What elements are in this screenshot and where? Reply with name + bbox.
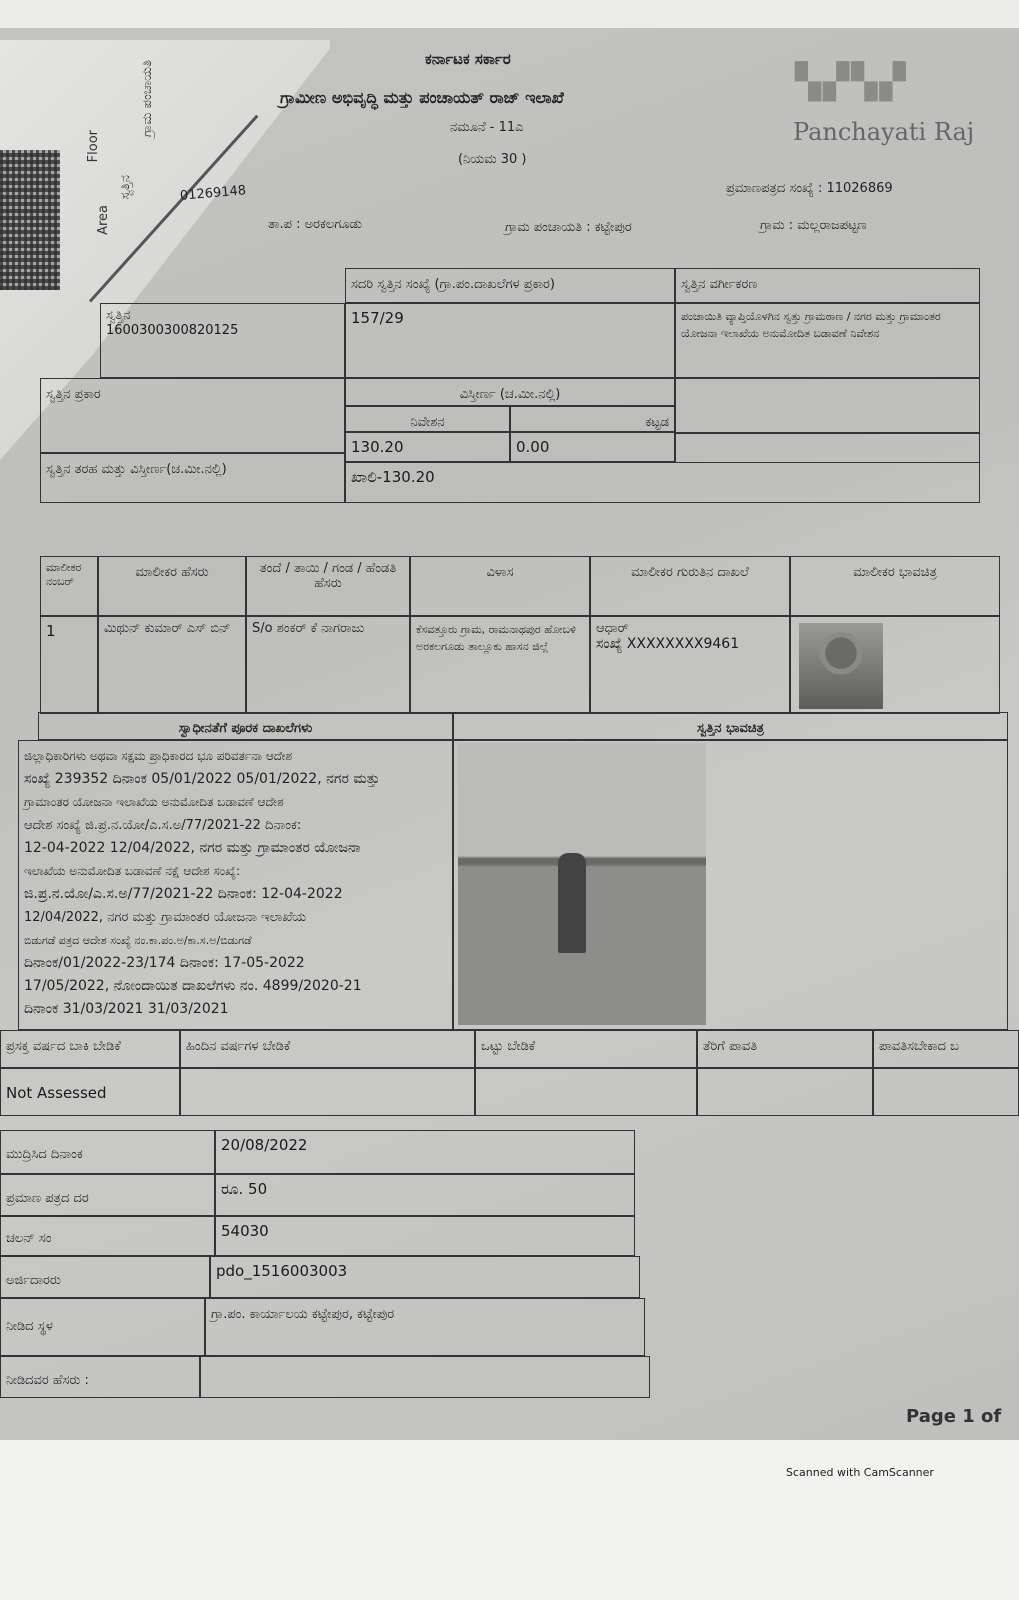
applicant-cell [210, 1256, 640, 1298]
challan-number: 54030 [221, 1222, 269, 1240]
owner-address: ಕೆಸವತ್ತೂರು ಗ್ರಾಮ, ರಾಮನಾಥಪುರ ಹೋಬಳಿ ಅರಕಲಗೂಡು ತಾಲ್ಲೂಕು ಹಾಸನ ಜಿಲ್ಲೆ [416, 623, 576, 653]
camscanner-watermark: Scanned with CamScanner [786, 1466, 934, 1479]
tax-header-previous: ಹಿಂದಿನ ವರ್ಷಗಳ ಬೇಡಿಕೆ [180, 1030, 475, 1068]
logo-text: Panchayati Raj [793, 118, 975, 146]
doc-line: ಆದೇಶ ಸಂಖ್ಯೆ ಜಿ.ಪ್ರ.ನ.ಯೋ/ಎ.ಸ.ಅ/77/2021-22 ದಿನಾಂಕ: [24, 818, 302, 833]
fee-label: ಪ್ರಮಾಣ ಪತ್ರದ ದರ [0, 1174, 215, 1216]
owner-number-cell: 1 [40, 616, 98, 714]
owner-header-photo: ಮಾಲೀಕರ ಭಾವಚಿತ್ರ [790, 556, 1000, 616]
taluk: ತಾ.ಪ : ಅರಕಲಗೂಡು [268, 217, 363, 232]
gram-panchayat: ಗ್ರಾಮ ಪಂಚಾಯತಿ : ಕಟ್ಟೇಪುರ [505, 220, 632, 235]
issue-details-table [0, 1130, 650, 1398]
number-header: ಸದರಿ ಸ್ವತ್ತಿನ ಸಂಖ್ಯೆ (ಗ್ರಾ.ಪಂ.ದಾಖಲೆಗಳ ಪ್ರಕಾರ) [345, 268, 675, 303]
tax-status-cell [0, 1068, 180, 1116]
property-id-cell: ಸ್ವತ್ತಿನ 1600300300820125 [100, 303, 345, 378]
doc-line: ಇಲಾಖೆಯ ಅನುಮೋದಿತ ಬಡಾವಣೆ ನಕ್ಷೆ ಆದೇಶ ಸಂಖ್ಯೆ: [24, 864, 241, 878]
owner-relation-cell [246, 616, 410, 714]
owner-address-cell [410, 616, 590, 714]
land-photo [458, 743, 706, 1025]
tax-header-paid: ತೆರಿಗೆ ಪಾವತಿ [697, 1030, 873, 1068]
applicant-label: ಅರ್ಜಿದಾರರು [0, 1256, 210, 1298]
type-cell: ಸ್ವತ್ತಿನ ಪ್ರಕಾರ [40, 378, 345, 453]
rule-number: (ನಿಯಮ 30 ) [458, 152, 527, 167]
number-cell [345, 303, 675, 378]
page-indicator: Page 1 of [906, 1406, 1002, 1427]
area-header: ವಿಸ್ತೀರ್ಣ (ಚ.ಮೀ.ನಲ್ಲಿ) [345, 378, 675, 406]
tax-header-due: ಪಾವತಿಸಬೇಕಾದ ಬ [873, 1030, 1019, 1068]
class-cell [675, 303, 980, 378]
print-date: 20/08/2022 [221, 1136, 308, 1154]
tax-total-value [475, 1068, 697, 1116]
owner-name: ಮಿಥುನ್ ಕುಮಾರ್ ಎಸ್ ಬಿನ್ [104, 621, 231, 636]
fold-text-1: ಗ್ರಾಮ ಪಂಚಾಯತಿ [140, 60, 155, 138]
building-area: 0.00 [516, 438, 550, 456]
village: ಗ್ರಾಮ : ಮಲ್ಲರಾಜಪಟ್ಟಣ [760, 218, 867, 233]
tax-header-total: ಒಟ್ಟು ಬೇಡಿಕೆ [475, 1030, 697, 1068]
site-area: 130.20 [351, 438, 404, 456]
site-label: ನಿವೇಶನ [345, 406, 510, 432]
print-date-cell [215, 1130, 635, 1174]
applicant: pdo_1516003003 [216, 1262, 348, 1280]
blank-cell-2 [675, 433, 980, 463]
tax-paid-value [697, 1068, 873, 1116]
documents-header: ಸ್ವಾಧೀನತೆಗೆ ಪೂರಕ ದಾಖಲೆಗಳು [38, 712, 453, 740]
owner-header-relation: ತಂದೆ / ತಾಯಿ / ಗಂಡ / ಹೆಂಡತಿ ಹೆಸರು [246, 556, 410, 616]
doc-line: 17/05/2022, ನೋಂದಾಯಿತ ದಾಖಲೆಗಳು ನಂ. 4899/2020-21 [24, 978, 362, 994]
doc-line: ಜಿಲ್ಲಾಧಿಕಾರಿಗಳು ಅಥವಾ ಸಕ್ಷಮ ಪ್ರಾಧಿಕಾರದ ಭೂ ಪರಿವರ್ತನಾ ಆದೇಶ [24, 749, 293, 763]
total-label-cell: ಸ್ವತ್ತಿನ ತರಹ ಮತ್ತು ವಿಸ್ತೀರ್ಣ(ಚ.ಮೀ.ನಲ್ಲಿ) [40, 453, 345, 503]
building-area-cell [510, 432, 675, 462]
challan-cell [215, 1216, 635, 1256]
class-header: ಸ್ವತ್ತಿನ ವರ್ಗೀಕರಣ [675, 268, 980, 303]
owner-photo [799, 623, 883, 709]
owner-header-number: ಮಾಲೀಕರ ನಂಬರ್ [40, 556, 98, 616]
fee: ರೂ. 50 [221, 1180, 268, 1198]
issue-place: ಗ್ರಾ.ಪಂ. ಕಾರ್ಯಾಲಯ ಕಟ್ಟೇಪುರ, ಕಟ್ಟೇಪುರ [211, 1307, 395, 1322]
side-number: 01269148 [179, 183, 247, 204]
tax-due-value [873, 1068, 1019, 1116]
place-label: ನೀಡಿದ ಸ್ಥಳ [0, 1298, 205, 1356]
owner-photo-cell [790, 616, 1000, 714]
issuer-cell [200, 1356, 650, 1398]
doc-line: ದಿನಾಂಕ 31/03/2021 31/03/2021 [24, 1001, 229, 1017]
doc-line: ಬಿಡುಗಡೆ ಪತ್ರದ ಆದೇಶ ಸಂಖ್ಯೆ ನಂ.ಕಾ.ಪಂ.ಅ/ಕಾ.ಸ.ಅ/ಬಿಡುಗಡೆ [24, 934, 252, 947]
documents-section [18, 712, 1008, 1030]
building-label: ಕಟ್ಟಡ [510, 406, 675, 432]
tax-status: Not Assessed [6, 1084, 107, 1102]
background-bottom [0, 1440, 1019, 1600]
photo-header: ಸ್ವತ್ತಿನ ಭಾವಚಿತ್ರ [453, 712, 1008, 740]
doc-line: ಜಿ.ಪ್ರ.ನ.ಯೋ/ಎ.ಸ.ಅ/77/2021-22 ದಿನಾಂಕ: 12-04-2022 [24, 886, 343, 902]
owners-table [40, 556, 1000, 714]
total-value-cell [345, 462, 980, 503]
print-date-label: ಮುದ್ರಿಸಿದ ದಿನಾಂಕ [0, 1130, 215, 1174]
issuer-label: ನೀಡಿದವರ ಹೆಸರು : [0, 1356, 200, 1398]
doc-line: 12/04/2022, ನಗರ ಮತ್ತು ಗ್ರಾಮಾಂತರ ಯೋಜನಾ ಇಲಾಖೆಯ [24, 910, 307, 925]
blank-cell-1 [675, 378, 980, 433]
person-figure [558, 853, 586, 953]
doc-line: ಗ್ರಾಮಾಂತರ ಯೋಜನಾ ಇಲಾಖೆಯ ಅನುಮೋದಿತ ಬಡಾವಣೆ ಆದೇಶ [24, 795, 284, 809]
place-cell [205, 1298, 645, 1356]
property-class: ಪಂಚಾಯಿತಿ ವ್ಯಾಪ್ತಿಯೊಳಗಿನ ಸ್ವತ್ತು ಗ್ರಾಮಠಾಣ / ನಗರ ಮತ್ತು ಗ್ರಾಮಾಂತರ ಯೋಜನಾ ಇಲಾಖೆಯ ಅನುಮೋದಿತ ಬಡಾವಣೆ ನಿವೇಶನ [681, 310, 941, 340]
owner-id-cell: ಆಧಾರ್ ಸಂಖ್ಯೆ XXXXXXXX9461 [590, 616, 790, 714]
owner-header-id: ಮಾಲೀಕರ ಗುರುತಿನ ದಾಖಲೆ [590, 556, 790, 616]
tax-header-current: ಪ್ರಸಕ್ತ ವರ್ಷದ ಬಾಕಿ ಬೇಡಿಕೆ [0, 1030, 180, 1068]
panchayati-raj-logo-icon: ▚▞▚▞ [795, 62, 908, 102]
govt-title: ಕರ್ನಾಟಕ ಸರ್ಕಾರ [425, 50, 511, 68]
fold-floor-label: Floor [86, 130, 101, 163]
owner-id: ಸಂಖ್ಯೆ XXXXXXXX9461 [596, 636, 740, 652]
fee-cell [215, 1174, 635, 1216]
owner-name-cell [98, 616, 246, 714]
site-area-cell [345, 432, 510, 462]
form-number: ನಮೂನೆ - 11ಎ [450, 120, 524, 135]
doc-line: ಸಂಖ್ಯೆ 239352 ದಿನಾಂಕ 05/01/2022 05/01/2022, ನಗರ ಮತ್ತು [24, 771, 380, 787]
tax-table [0, 1030, 1019, 1116]
doc-line: 12-04-2022 12/04/2022, ನಗರ ಮತ್ತು ಗ್ರಾಮಾಂತರ ಯೋಜನಾ [24, 840, 361, 856]
total-value: ಖಾಲಿ-130.20 [351, 468, 435, 486]
certificate-number: ಪ್ರಮಾಣಪತ್ರದ ಸಂಖ್ಯೆ : 11026869 [726, 181, 893, 196]
fold-text-2: ಸ್ವತ್ತಿನ [118, 175, 133, 200]
owner-header-name: ಮಾಲೀಕರ ಹೆಸರು [98, 556, 246, 616]
property-number: 157/29 [351, 309, 404, 327]
property-id: 1600300300820125 [106, 323, 239, 338]
owner-relation: S/o ಶಂಕರ್ ಕೆ ನಾಗರಾಜು [252, 621, 365, 636]
property-table [40, 268, 980, 523]
department-title: ಗ್ರಾಮೀಣ ಅಭಿವೃದ್ಧಿ ಮತ್ತು ಪಂಚಾಯತ್ ರಾಜ್ ಇಲಾಖೆ [280, 88, 564, 107]
land-photo-cell [453, 740, 1008, 1030]
documents-list [18, 740, 453, 1030]
fold-area-label: Area [96, 205, 111, 235]
owner-header-address: ವಿಳಾಸ [410, 556, 590, 616]
challan-label: ಚಲನ್ ಸಂ [0, 1216, 215, 1256]
tax-previous-value [180, 1068, 475, 1116]
doc-line: ದಿನಾಂಕ/01/2022-23/174 ದಿನಾಂಕ: 17-05-2022 [24, 955, 305, 971]
